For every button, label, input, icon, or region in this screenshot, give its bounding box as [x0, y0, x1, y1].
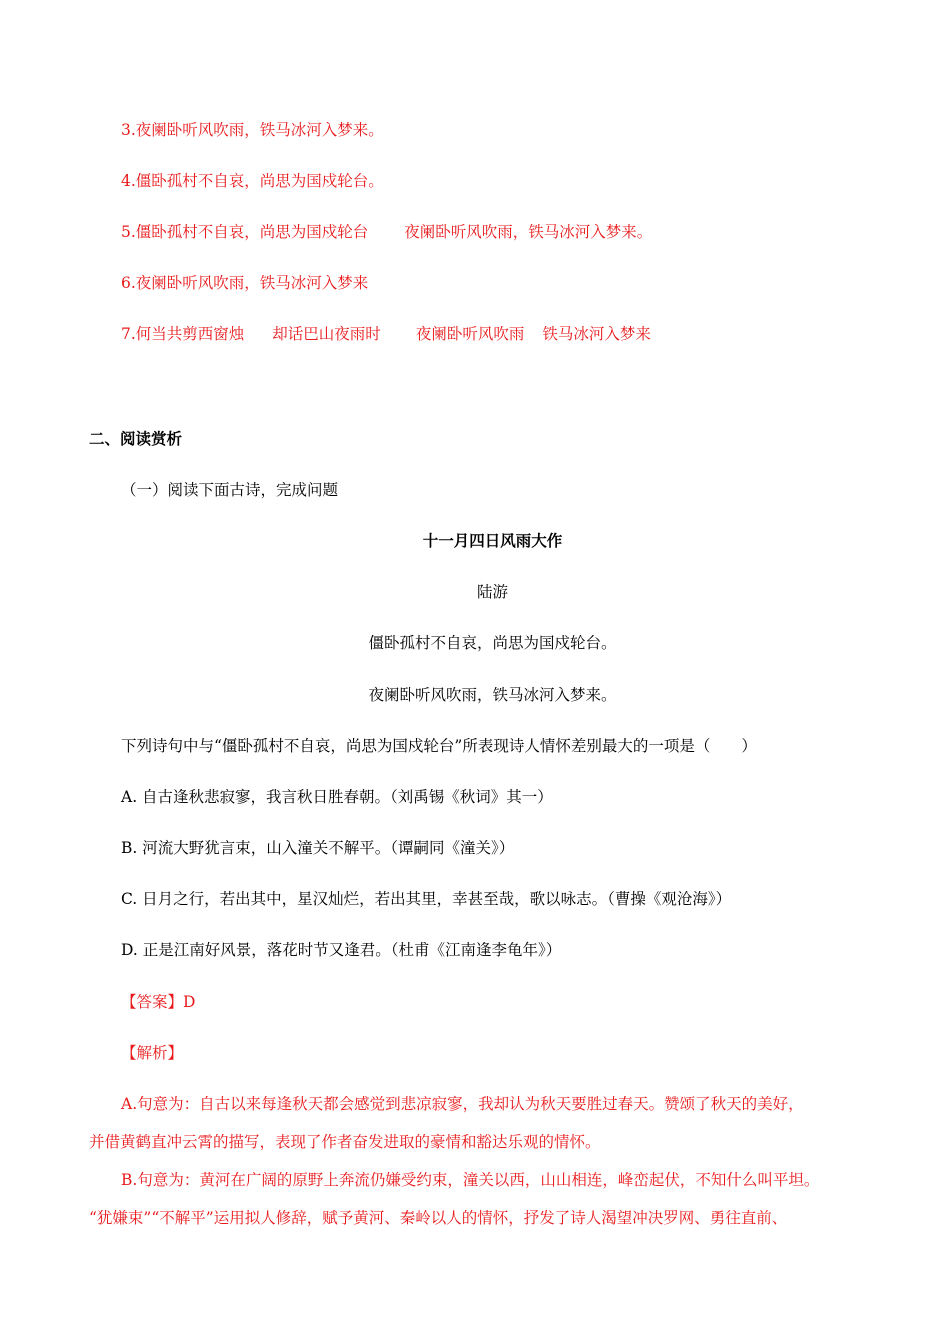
- answer-line-6: 6.夜阑卧听风吹雨，铁马冰河入梦来: [121, 274, 369, 292]
- answer-line-5-part1: 5.僵卧孤村不自哀，尚思为国戍轮台: [121, 223, 369, 241]
- answer-line-5: [121, 221, 652, 243]
- poem-author: 陆游: [476, 583, 508, 601]
- analysis-line-2: 并借黄鹤直冲云霄的描写，表现了作者奋发进取的豪情和豁达乐观的情怀。: [89, 1133, 601, 1151]
- answer-line-7: [121, 323, 651, 345]
- answer-row: [121, 991, 195, 1013]
- answer-label: 【答案】: [121, 993, 184, 1011]
- answer-line-7-part1: 7.何当共剪西窗烛: [121, 325, 245, 343]
- option-c: C. 日月之行，若出其中，星汉灿烂，若出其里，幸甚至哉，歌以咏志。（曹操《观沧海》）: [121, 890, 732, 908]
- answer-line-3: 3.夜阑卧听风吹雨，铁马冰河入梦来。: [121, 121, 384, 139]
- option-d: D. 正是江南好风景，落花时节又逢君。（杜甫《江南逢李龟年》）: [121, 941, 562, 959]
- answer-line-4: 4.僵卧孤村不自哀，尚思为国戍轮台。: [121, 172, 384, 190]
- section-title: 二、阅读赏析: [89, 429, 183, 448]
- answer-line-5-part2: 夜阑卧听风吹雨，铁马冰河入梦来。: [404, 223, 653, 241]
- analysis-line-4: “犹嫌束”“不解平”运用拟人修辞，赋予黄河、秦岭以人的情怀，抒发了诗人渴望冲决罗网、勇往直前、: [89, 1209, 788, 1227]
- analysis-line-1: A.句意为：自古以来每逢秋天都会感觉到悲凉寂寥，我却认为秋天要胜过春天。赞颂了秋天的美好，: [121, 1095, 804, 1113]
- poem-title: 十一月四日风雨大作: [422, 531, 563, 550]
- poem-line-2: 夜阑卧听风吹雨，铁马冰河入梦来。: [368, 686, 617, 704]
- question-stem: 下列诗句中与“僵卧孤村不自哀，尚思为国戍轮台”所表现诗人情怀差别最大的一项是（ ）: [121, 737, 757, 755]
- option-a: A. 自古逢秋悲寂寥，我言秋日胜春朝。（刘禹锡《秋词》其一）: [121, 788, 553, 806]
- analysis-label: 【解析】: [121, 1044, 184, 1062]
- answer-line-7-part4: 铁马冰河入梦来: [542, 325, 651, 343]
- poem-line-1: 僵卧孤村不自哀，尚思为国戍轮台。: [368, 634, 617, 652]
- answer-value: D: [183, 993, 196, 1011]
- analysis-line-3: B.句意为：黄河在广阔的原野上奔流仍嫌受约束，潼关以西，山山相连，峰峦起伏，不知什么叫平坦。: [121, 1171, 820, 1189]
- option-b: B. 河流大野犹言束，山入潼关不解平。（谭嗣同《潼关》）: [121, 839, 515, 857]
- answer-line-7-part3: 夜阑卧听风吹雨: [415, 325, 525, 343]
- sub-title: （一）阅读下面古诗，完成问题: [121, 481, 339, 499]
- answer-line-7-part2: 却话巴山夜雨时: [272, 325, 381, 343]
